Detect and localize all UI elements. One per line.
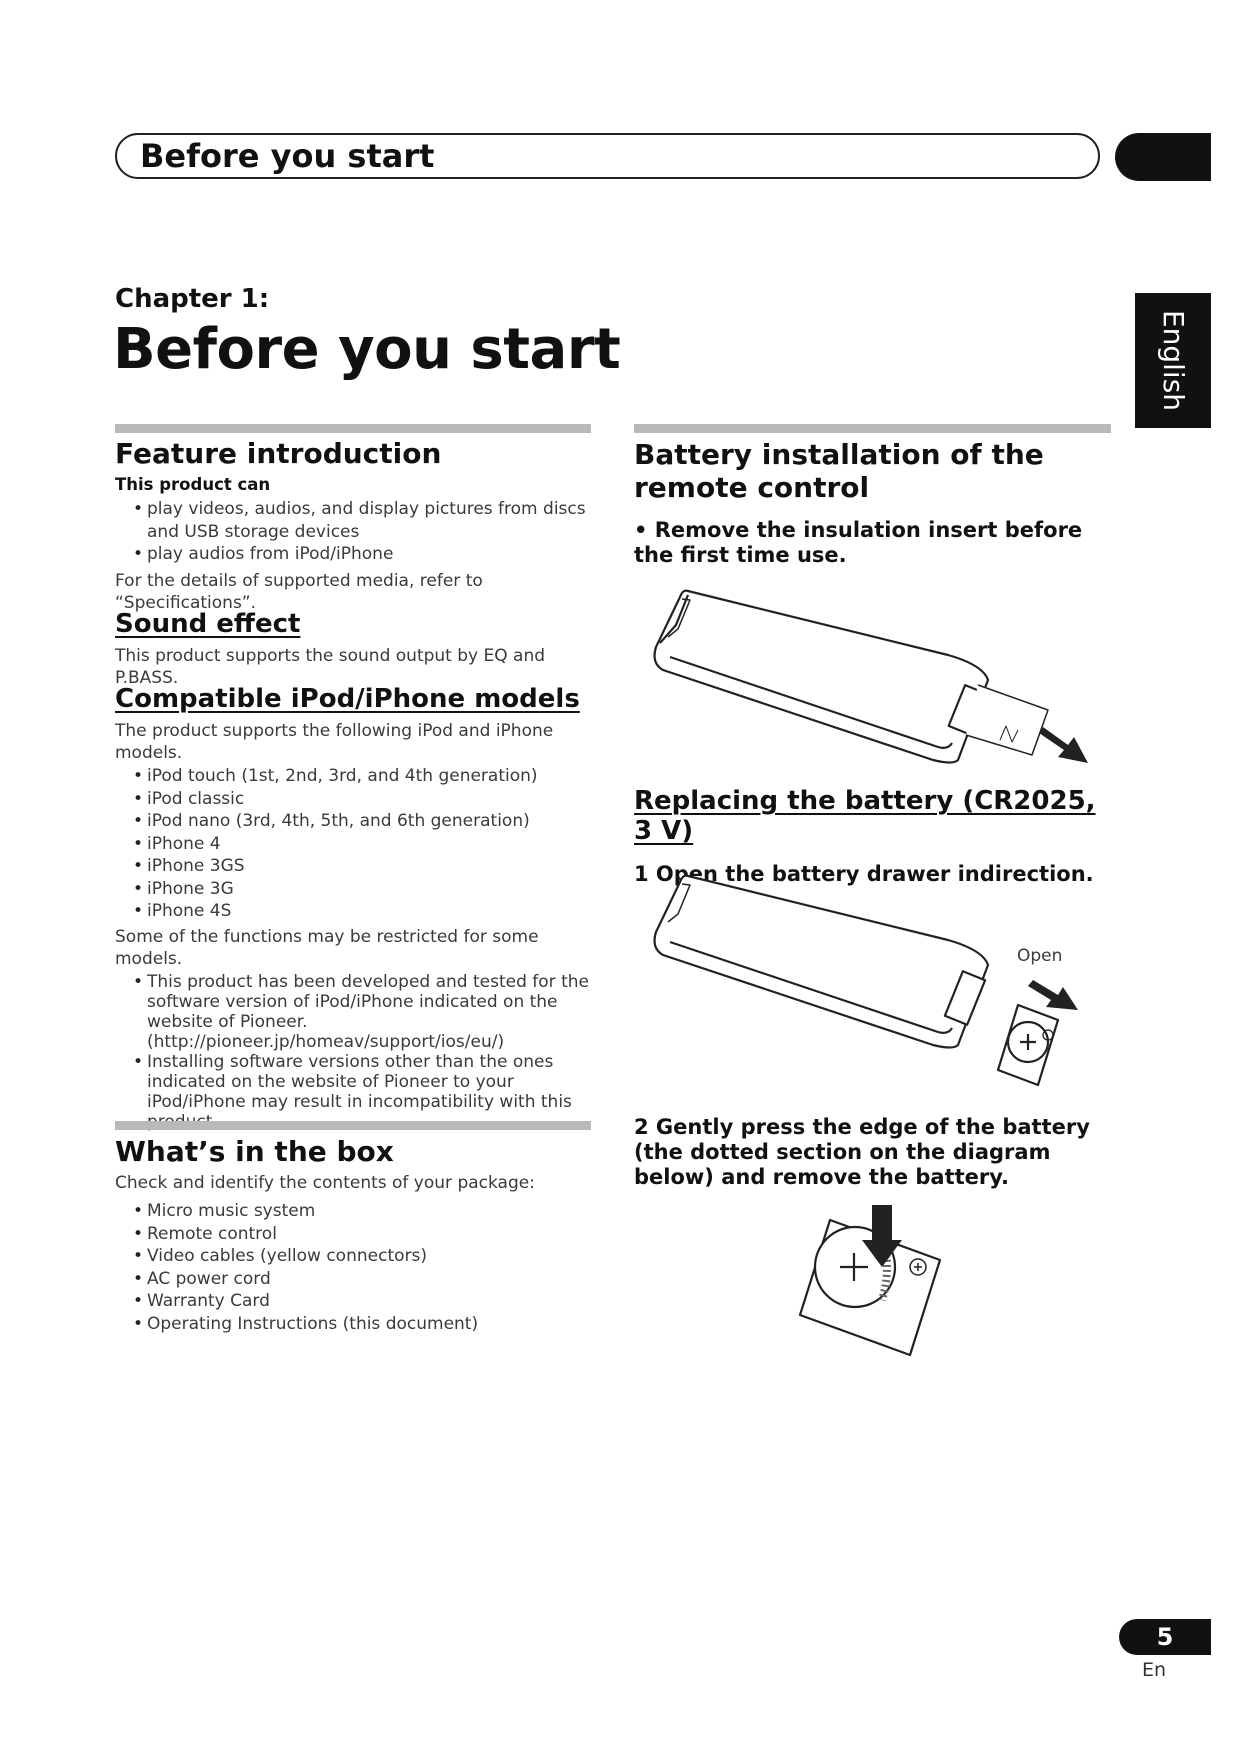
chapter-label: Chapter 1:: [115, 284, 270, 314]
list-item: • This product has been developed and tested for the software version of iPod/iPhone indicated on the website of Pioneer. (http://pioneer.jp/homeav/support/ios/eu/): [115, 972, 595, 1052]
section-divider: [115, 1121, 591, 1130]
list-item: • iPhone 3G: [115, 878, 595, 901]
box-intro: Check and identify the contents of your package:: [115, 1173, 535, 1193]
open-label: Open: [1017, 946, 1063, 966]
list-item: • iPhone 4: [115, 833, 595, 856]
battery-section: [634, 438, 1114, 568]
list-item: • Remote control: [115, 1223, 595, 1246]
list-item: • iPod classic: [115, 788, 595, 811]
list-item: • iPod touch (1st, 2nd, 3rd, and 4th generation): [115, 765, 595, 788]
box-heading: What’s in the box: [115, 1135, 394, 1168]
list-item: • iPhone 4S: [115, 900, 595, 923]
box-list: [115, 1200, 595, 1335]
step-2: 2 Gently press the edge of the battery (the dotted section on the diagram below) and remove the battery.: [634, 1115, 1090, 1189]
list-item: • iPod nano (3rd, 4th, 5th, and 6th generation): [115, 810, 595, 833]
battery-drawer-illustration: [648, 870, 1098, 1100]
page-language-code: En: [1142, 1659, 1167, 1681]
section-divider: [115, 424, 591, 433]
restriction-note: Some of the functions may be restricted for some models.: [115, 926, 539, 969]
list-item: • Micro music system: [115, 1200, 595, 1223]
list-item: • Installing software versions other than the ones indicated on the website of Pioneer to your iPod/iPhone may result in incompatibility with this: [115, 1052, 595, 1132]
model-list: [115, 765, 595, 923]
battery-heading: Battery installation of the remote control: [634, 438, 1044, 504]
list-item: • AC power cord: [115, 1268, 595, 1291]
step-1: 1 Open the battery drawer indirection.: [634, 862, 1094, 886]
sound-text: This product supports the sound output by EQ and P.BASS.: [115, 646, 546, 688]
battery-removal-illustration: [790, 1205, 965, 1365]
list-item: • play videos, audios, and display pictures from discs and USB storage devices: [115, 498, 595, 543]
page-number: 5: [1119, 1619, 1211, 1655]
remote-insulation-illustration: [648, 585, 1098, 770]
feature-heading: Feature introduction: [115, 437, 442, 470]
feature-note: For the details of supported media, refer to “Specifications”.: [115, 570, 483, 613]
battery-instruction: • Remove the insulation insert before the first time use.: [634, 518, 1083, 567]
compatible-section: [115, 684, 595, 1132]
compatible-intro: The product supports the following iPod and iPhone models.: [115, 721, 554, 763]
list-item: • Video cables (yellow connectors): [115, 1245, 595, 1268]
feature-list: [115, 498, 595, 566]
compatible-heading: Compatible iPod/iPhone models: [115, 684, 580, 714]
list-item: • iPhone 3GS: [115, 855, 595, 878]
header-tab: [1115, 133, 1211, 181]
language-tab: [1135, 293, 1211, 428]
feature-section: [115, 437, 595, 614]
list-item: • Warranty Card: [115, 1290, 595, 1313]
section-divider: [634, 424, 1111, 433]
replace-heading: Replacing the battery (CR2025, 3 V): [634, 786, 1096, 846]
language-label: English: [1157, 309, 1190, 412]
sound-heading: Sound effect: [115, 609, 301, 639]
sound-section: [115, 609, 595, 689]
feature-subheading: This product can: [115, 475, 271, 494]
chapter-title: Before you start: [113, 317, 621, 382]
box-section: [115, 1135, 595, 1335]
compatibility-notes: [115, 972, 595, 1132]
list-item: • Operating Instructions (this document): [115, 1313, 595, 1336]
list-item: • play audios from iPod/iPhone: [115, 543, 595, 566]
header-title: Before you start: [140, 137, 435, 175]
